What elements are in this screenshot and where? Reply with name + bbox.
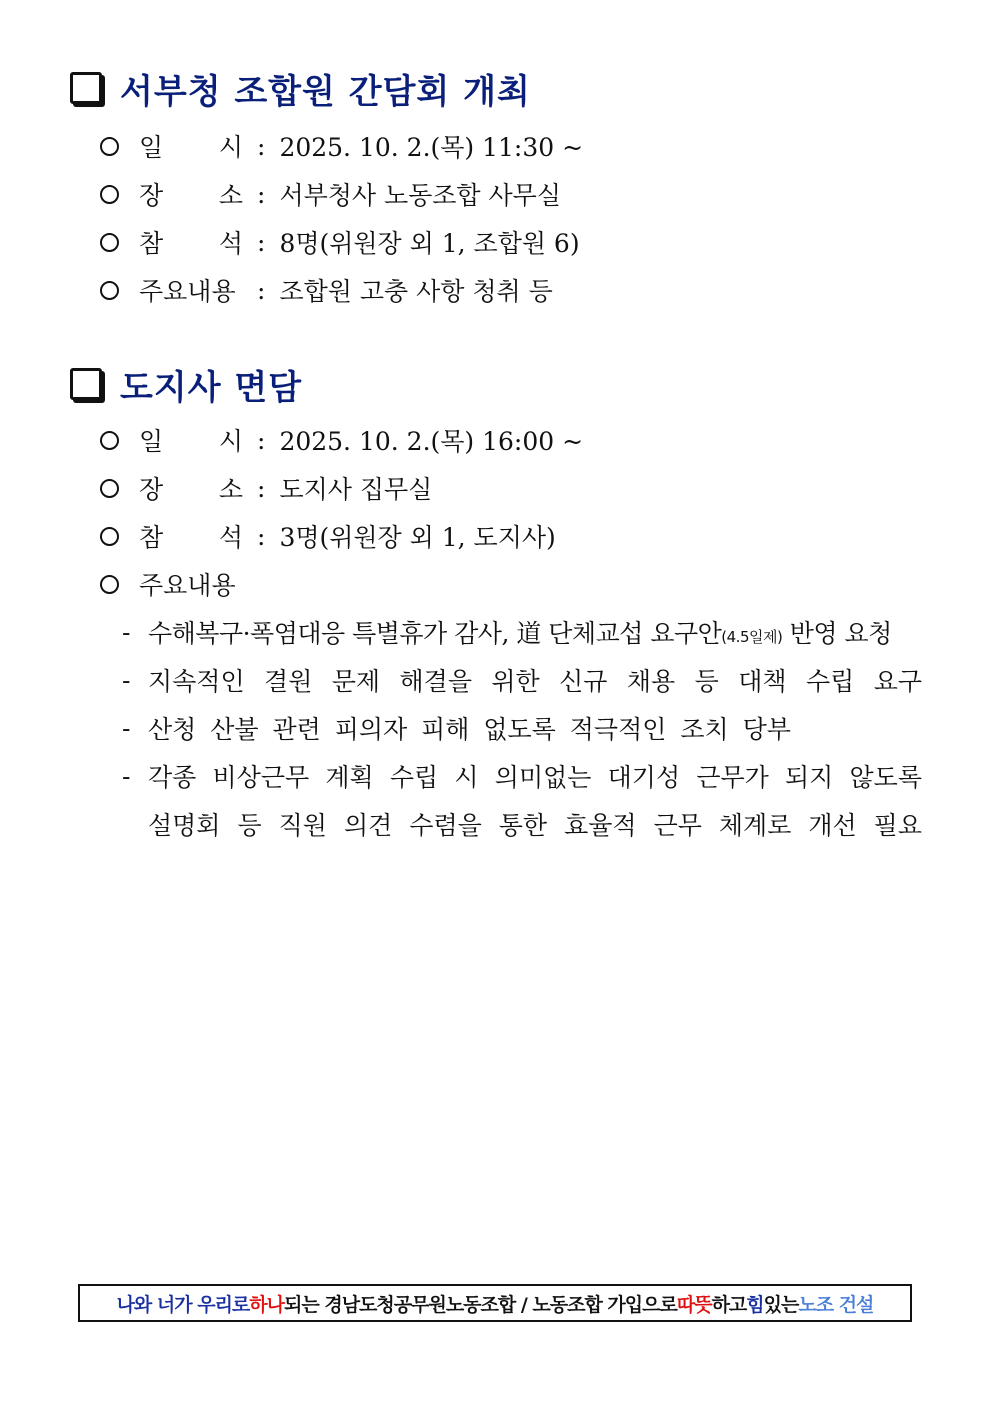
slogan-segment: 노조 건설: [798, 1293, 874, 1316]
row-value: 도지사 집무실: [279, 475, 433, 504]
row-colon: :: [257, 131, 266, 161]
section2-title: [70, 362, 302, 406]
section1-row-attendees: [100, 224, 580, 260]
dash-bullet: -: [122, 713, 131, 743]
content-item-text-small: (4.5일제): [721, 628, 783, 646]
row-label-part: 장: [139, 181, 164, 210]
row-label-part: 시: [218, 133, 243, 162]
row-label-part: 참: [139, 523, 164, 552]
content-item: [122, 662, 922, 698]
circle-bullet-icon: [100, 281, 119, 300]
circle-bullet-icon: [100, 479, 119, 498]
circle-bullet-icon: [100, 431, 119, 450]
checkbox-square-icon: [70, 368, 102, 400]
row-label-part: 석: [218, 523, 243, 552]
content-item-text: 설명회 등 직원 의견 수렴을 통한 효율적 근무 체계로 개선 필요: [148, 811, 922, 840]
circle-bullet-icon: [100, 185, 119, 204]
dash-bullet: -: [122, 617, 131, 647]
row-label-part: 소: [218, 475, 243, 504]
checkbox-square-icon: [70, 72, 102, 104]
row-label-part: 일: [139, 427, 164, 456]
row-label-part: 참: [139, 229, 164, 258]
section2-row-place: [100, 470, 432, 506]
dash-bullet: -: [122, 665, 131, 695]
slogan-segment: 되는 경남도청공무원노동조합 / 노동조합 가입으로: [284, 1293, 677, 1316]
circle-bullet-icon: [100, 233, 119, 252]
row-label: 주요내용: [139, 277, 236, 306]
content-item-continuation: [122, 806, 922, 842]
slogan-segment: 나와 너가 우리로: [116, 1293, 250, 1316]
row-label: [139, 518, 243, 554]
row-label: [139, 128, 243, 164]
row-colon: :: [257, 179, 266, 209]
row-colon: :: [257, 425, 266, 455]
content-item-text-main: 수해복구·폭염대응 특별휴가 감사, 道 단체교섭 요구안: [148, 619, 722, 648]
row-label-part: 소: [218, 181, 243, 210]
section2-row-content: [100, 566, 236, 602]
slogan-segment: 힘: [746, 1293, 764, 1316]
content-item: [122, 710, 922, 746]
row-value: 2025. 10. 2.(목) 16:00 ~: [279, 427, 584, 456]
section2-title-text: 도지사 면담: [120, 367, 303, 408]
row-label: [139, 224, 243, 260]
row-value: 3명(위원장 외 1, 도지사): [279, 523, 556, 552]
section1-row-date: [100, 128, 583, 164]
row-value: 서부청사 노동조합 사무실: [279, 181, 561, 210]
slogan-segment: 하나: [249, 1293, 285, 1316]
section2-row-date: [100, 422, 583, 458]
row-label-part: 석: [218, 229, 243, 258]
row-colon: :: [257, 521, 266, 551]
circle-bullet-icon: [100, 527, 119, 546]
row-colon: :: [257, 275, 266, 305]
row-colon: :: [257, 227, 266, 257]
content-item-text-end: 반영 요청: [782, 619, 892, 648]
row-label-part: 시: [218, 427, 243, 456]
row-value: 8명(위원장 외 1, 조합원 6): [279, 229, 580, 258]
content-item: [122, 614, 922, 650]
row-label-part: 장: [139, 475, 164, 504]
circle-bullet-icon: [100, 575, 119, 594]
content-item-text: 각종 비상근무 계획 수립 시 의미없는 대기성 근무가 되지 않도록: [148, 763, 922, 792]
section1-row-place: [100, 176, 561, 212]
content-item: [122, 758, 922, 794]
content-item-text: 산청 산불 관련 피의자 피해 없도록 적극적인 조치 당부: [148, 715, 791, 744]
row-label: [139, 176, 243, 212]
row-value: 2025. 10. 2.(목) 11:30 ~: [279, 133, 584, 162]
row-label: [139, 422, 243, 458]
row-label: [139, 470, 243, 506]
section1-title-text: 서부청 조합원 간담회 개최: [120, 71, 531, 112]
row-value: 조합원 고충 사항 청취 등: [279, 277, 553, 306]
content-item-text: [148, 614, 892, 650]
row-label-part: 일: [139, 133, 164, 162]
slogan-segment: 있는: [763, 1293, 799, 1316]
content-item-text: 지속적인 결원 문제 해결을 위한 신규 채용 등 대책 수립 요구: [148, 667, 922, 696]
row-label: 주요내용: [139, 571, 236, 600]
footer-slogan: [78, 1284, 912, 1322]
section1-title: [70, 66, 531, 110]
circle-bullet-icon: [100, 137, 119, 156]
slogan-segment: 하고: [711, 1293, 747, 1316]
section1-row-content: [100, 272, 553, 308]
slogan-segment: 따뜻: [676, 1293, 712, 1316]
dash-bullet: -: [122, 761, 131, 791]
row-colon: :: [257, 473, 266, 503]
section2-row-attendees: [100, 518, 556, 554]
